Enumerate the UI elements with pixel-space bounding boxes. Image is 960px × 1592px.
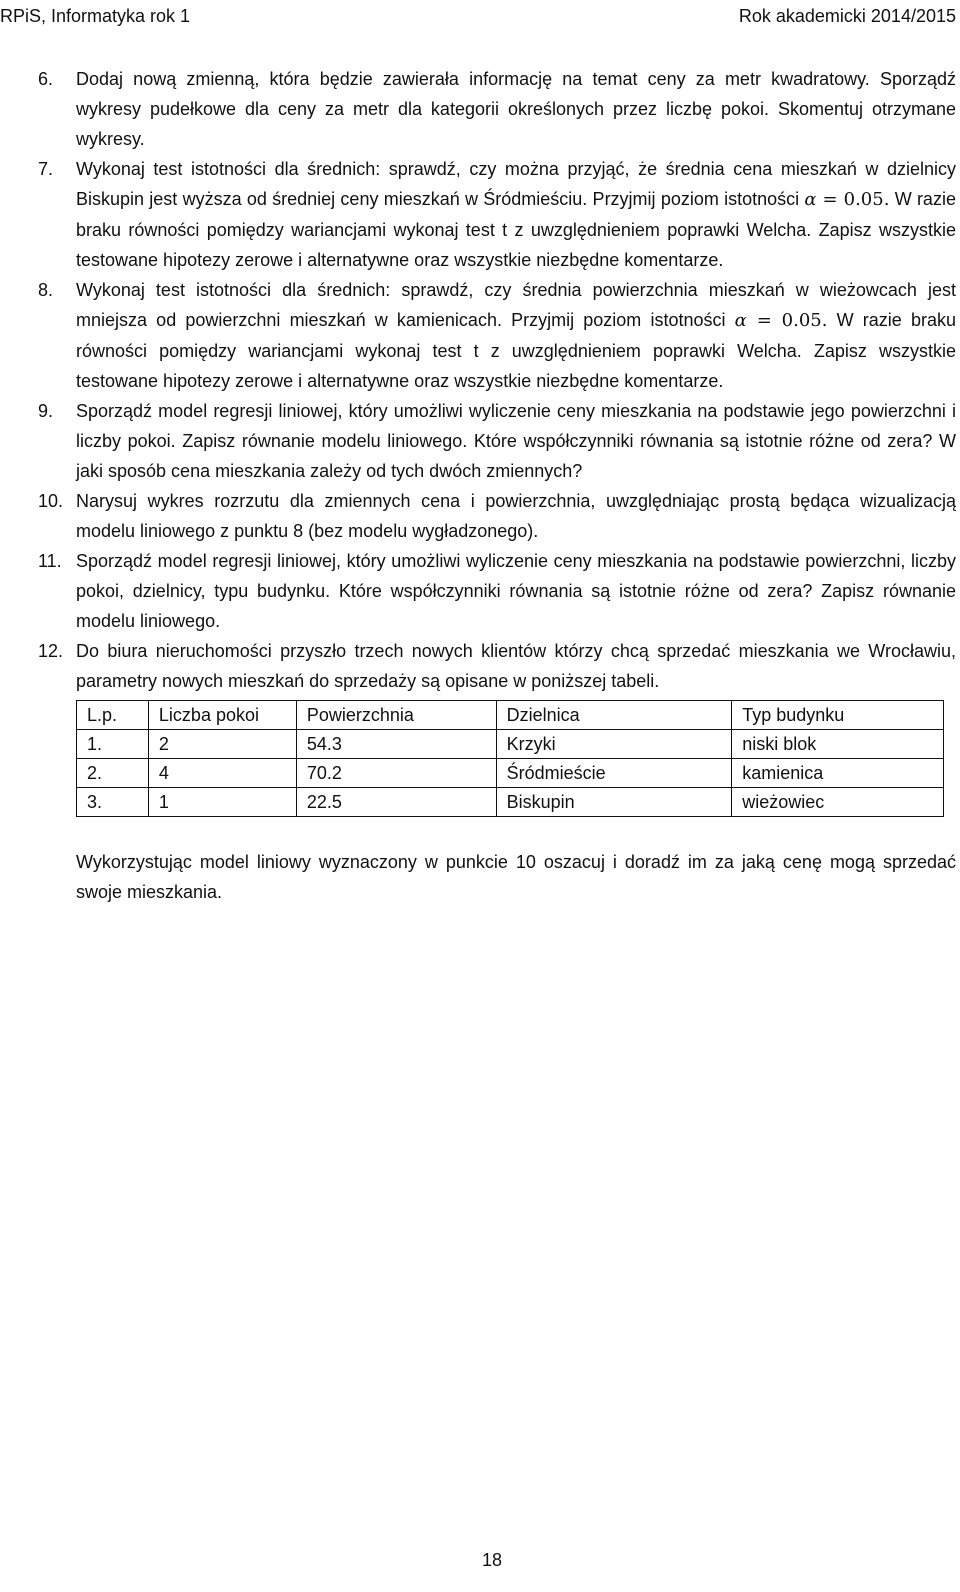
apartments-table	[76, 700, 944, 817]
page-header	[0, 2, 956, 42]
table-header-cell: Liczba pokoi	[148, 701, 296, 730]
task-8	[38, 275, 956, 396]
alpha-symbol: α	[804, 189, 817, 210]
table-cell: 1.	[77, 730, 149, 759]
task-12	[38, 636, 956, 696]
task-text-continued: W razie braku równości pomiędzy wariancjami wykonaj test t z uwzględnieniem poprawki Welcha. Zapisz wszystkie testowane hipotezy zerowe i alternatywne oraz wszystkie niezbędne komentarze.	[76, 310, 956, 391]
alpha-formula	[804, 189, 889, 210]
table-cell: 70.2	[296, 759, 496, 788]
alpha-symbol: α	[734, 310, 747, 331]
table-cell: 2.	[77, 759, 149, 788]
table-row	[77, 730, 944, 759]
task-text: Dodaj nową zmienną, która będzie zawierała informację na temat ceny za metr kwadratowy. Sporządź wykresy pudełkowe dla ceny za metr dla kategorii określonych przez liczbę pokoi. Skomentuj otrzymane wykresy.	[76, 69, 956, 149]
table-cell: 22.5	[296, 788, 496, 817]
task-text: Sporządź model regresji liniowej, który umożliwi wyliczenie ceny mieszkania na podstawie jego powierzchni i liczby pokoi. Zapisz równanie modelu liniowego. Które współczynniki równania są istotnie różne od zera? W jaki sposób cena mieszkania zależy od tych dwóch zmiennych?	[76, 401, 956, 481]
task-list	[38, 64, 956, 907]
table-cell: Krzyki	[496, 730, 732, 759]
task-number: 9.	[38, 401, 54, 421]
task-number: 7.	[38, 159, 54, 179]
header-academic-year: Rok akademicki 2014/2015	[738, 6, 956, 26]
table-cell: Biskupin	[496, 788, 732, 817]
header-course: RPiS, Informatyka rok 1	[0, 6, 191, 26]
task-9	[38, 396, 956, 486]
table-row	[77, 788, 944, 817]
task-text: Wykonaj test istotności dla średnich: sprawdź, czy średnia powierzchnia mieszkań w wieżowcach jest mniejsza od powierzchni mieszkań w kamienicach. Przyjmij poziom istotności	[76, 280, 956, 330]
page-footer	[0, 1546, 960, 1574]
closing-instruction: Wykorzystując model liniowy wyznaczony w punkcie 10 oszacuj i doradź im za jaką cenę mogą sprzedać swoje mieszkania.	[76, 852, 956, 902]
table-cell: 1	[148, 788, 296, 817]
page-number: 18	[481, 1550, 503, 1570]
table-header-cell: Dzielnica	[496, 701, 732, 730]
table-cell: niski blok	[732, 730, 944, 759]
task-text: Narysuj wykres rozrzutu dla zmiennych cena i powierzchnia, uwzględniając prostą będąca wizualizacją modelu liniowego z punktu 8 (bez modelu wygładzonego).	[76, 491, 956, 541]
table-header-row	[77, 701, 944, 730]
table-row	[77, 759, 944, 788]
table-cell: 2	[148, 730, 296, 759]
alpha-value: = 0.05.	[822, 189, 890, 210]
task-text-continued: W razie braku równości pomiędzy wariancjami wykonaj test t z uwzględnieniem poprawki Welcha. Zapisz wszystkie testowane hipotezy zerowe i alternatywne oraz wszystkie niezbędne komentarze.	[76, 189, 956, 270]
task-number: 11.	[38, 551, 62, 571]
table-cell: 54.3	[296, 730, 496, 759]
task-text: Wykonaj test istotności dla średnich: sprawdź, czy można przyjąć, że średnia cena mieszkań w dzielnicy Biskupin jest wyższa od średniej ceny mieszkań w Śródmieściu. Przyjmij poziom istotności	[76, 159, 956, 209]
task-text: Do biura nieruchomości przyszło trzech nowych klientów którzy chcą sprzedać mieszkania we Wrocławiu, parametry nowych mieszkań do sprzedaży są opisane w poniższej tabeli.	[76, 641, 956, 691]
table-header-cell: Powierzchnia	[296, 701, 496, 730]
task-number: 6.	[38, 69, 54, 89]
task-11	[38, 546, 956, 636]
table-cell: kamienica	[732, 759, 944, 788]
table-cell: Śródmieście	[496, 759, 732, 788]
alpha-formula	[735, 310, 828, 331]
table-cell: wieżowiec	[732, 788, 944, 817]
task-number: 8.	[38, 280, 54, 300]
task-text: Sporządź model regresji liniowej, który umożliwi wyliczenie ceny mieszkania na podstawie powierzchni, liczby pokoi, dzielnicy, typu budynku. Które współczynniki równania są istotnie różne od zera? Zapisz równanie modelu liniowego.	[76, 551, 956, 631]
task-7	[38, 154, 956, 275]
task-10	[38, 486, 956, 546]
alpha-value: = 0.05.	[756, 310, 828, 331]
task-6	[38, 64, 956, 154]
table-cell: 3.	[77, 788, 149, 817]
task-number: 12.	[38, 641, 64, 661]
task-number: 10.	[38, 491, 64, 511]
table-header-cell: L.p.	[77, 701, 149, 730]
table-header-cell: Typ budynku	[732, 701, 944, 730]
table-cell: 4	[148, 759, 296, 788]
